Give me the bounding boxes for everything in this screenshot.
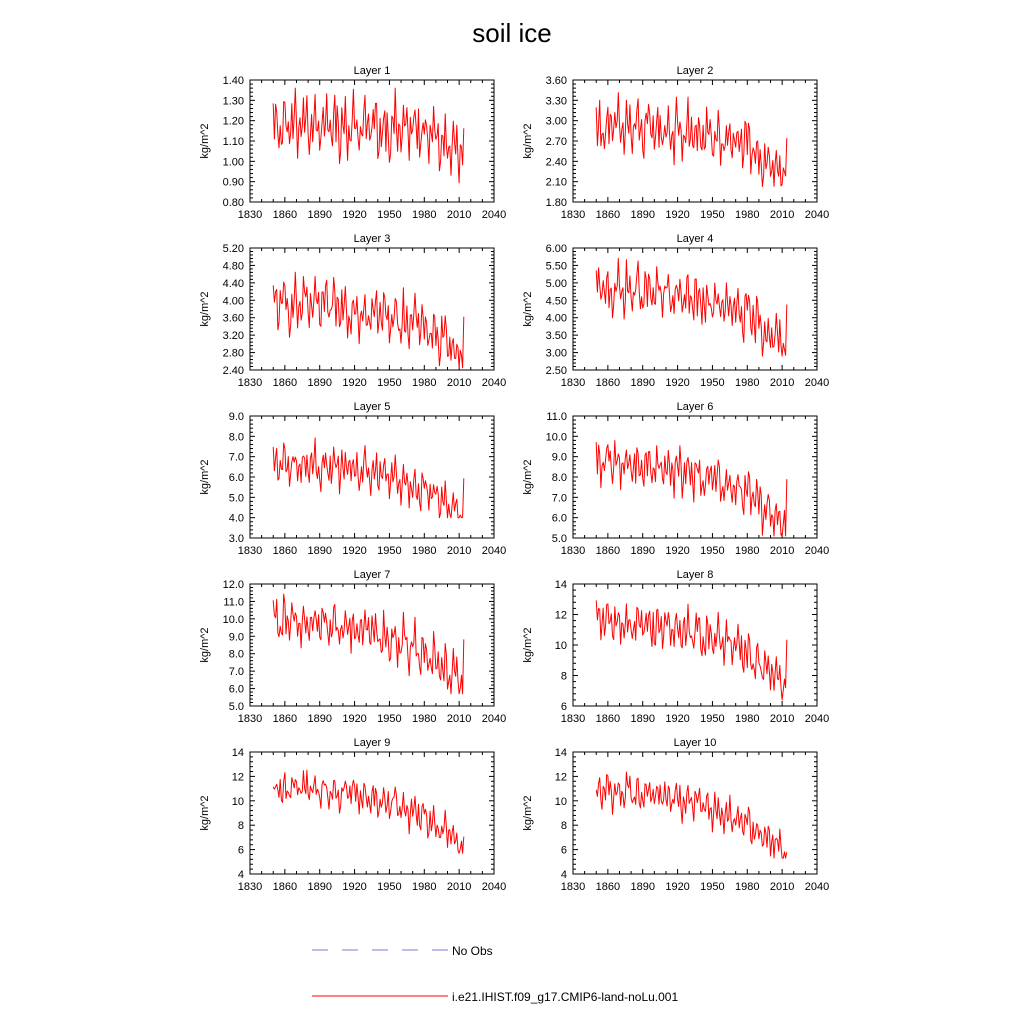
panel-layer-10 (522, 737, 829, 893)
x-tick-label: 1950 (377, 545, 402, 557)
x-tick-label: 1890 (307, 881, 332, 893)
y-tick-label: 3.60 (545, 75, 567, 87)
x-tick-label: 1830 (237, 377, 263, 389)
y-tick-label: 3.30 (545, 95, 567, 108)
series-line (596, 772, 787, 858)
x-tick-label: 2010 (769, 545, 795, 557)
y-axis-label: kg/m^2 (199, 627, 211, 663)
y-tick-label: 4.00 (545, 312, 567, 325)
x-tick-label: 1980 (735, 377, 760, 389)
y-tick-label: 4.50 (545, 295, 567, 308)
y-tick-label: 6 (560, 701, 567, 713)
y-tick-label: 9.0 (551, 451, 567, 464)
y-tick-label: 14 (554, 579, 567, 591)
y-axis-label: kg/m^2 (522, 627, 534, 663)
x-tick-label: 2010 (446, 545, 472, 557)
x-tick-label: 1950 (700, 377, 725, 389)
x-tick-label: 1860 (595, 209, 621, 221)
x-tick-label: 1890 (630, 377, 655, 389)
x-tick-label: 1860 (595, 881, 621, 893)
y-tick-label: 8 (560, 820, 567, 833)
x-tick-label: 2010 (446, 881, 472, 893)
y-tick-label: 5.50 (545, 260, 567, 273)
y-tick-label: 2.10 (545, 176, 567, 189)
x-tick-label: 2040 (804, 209, 830, 221)
panel-title: Layer 7 (353, 569, 391, 581)
x-tick-label: 1950 (377, 377, 402, 389)
x-tick-label: 1860 (272, 209, 298, 221)
panel-layer-7 (199, 569, 506, 725)
y-tick-label: 10 (554, 640, 567, 652)
x-tick-label: 1950 (700, 209, 725, 221)
x-tick-label: 1920 (665, 713, 690, 725)
x-tick-label: 2040 (481, 209, 507, 221)
y-tick-label: 8 (237, 820, 244, 833)
x-tick-label: 2010 (769, 209, 795, 221)
y-tick-label: 14 (554, 747, 567, 759)
panel-layer-8 (522, 569, 829, 725)
y-tick-label: 9.0 (228, 631, 244, 644)
series-line (596, 441, 787, 537)
y-tick-label: 3.60 (222, 312, 244, 325)
plot-frame (250, 752, 494, 874)
y-tick-label: 12 (231, 771, 244, 784)
x-tick-label: 2010 (446, 377, 472, 389)
legend-label-no-obs: No Obs (452, 944, 493, 958)
x-tick-label: 1830 (560, 881, 586, 893)
x-tick-label: 1980 (735, 209, 760, 221)
y-tick-label: 3.20 (222, 330, 244, 343)
x-tick-label: 2010 (446, 209, 472, 221)
x-tick-label: 1890 (307, 209, 332, 221)
x-tick-label: 1860 (595, 377, 621, 389)
series-line (273, 272, 464, 368)
y-tick-label: 4 (560, 869, 567, 881)
y-tick-label: 9.0 (228, 411, 244, 423)
series-line (596, 258, 787, 356)
x-tick-label: 1860 (272, 377, 298, 389)
x-tick-label: 1860 (272, 545, 298, 557)
y-tick-label: 7.0 (228, 451, 244, 464)
x-tick-label: 1860 (272, 881, 298, 893)
y-tick-label: 6.0 (551, 512, 567, 525)
x-tick-label: 2040 (481, 881, 507, 893)
x-tick-label: 1890 (630, 881, 655, 893)
x-tick-label: 2040 (804, 713, 830, 725)
y-tick-label: 1.10 (222, 136, 244, 148)
y-tick-label: 6.0 (228, 683, 244, 696)
x-tick-label: 1980 (412, 881, 437, 893)
x-tick-label: 1920 (665, 545, 690, 557)
x-tick-label: 1950 (700, 881, 725, 893)
y-tick-label: 7.0 (228, 666, 244, 679)
x-tick-label: 1890 (630, 545, 655, 557)
y-axis-label: kg/m^2 (522, 795, 534, 831)
y-axis-label: kg/m^2 (199, 123, 211, 159)
y-axis-label: kg/m^2 (522, 123, 534, 159)
y-tick-label: 6.00 (545, 243, 567, 255)
x-tick-label: 1950 (377, 209, 402, 221)
y-tick-label: 6 (237, 844, 244, 857)
y-tick-label: 3.0 (228, 533, 244, 545)
x-tick-label: 2010 (769, 713, 795, 725)
y-tick-label: 2.50 (545, 365, 567, 377)
x-tick-label: 1830 (560, 209, 586, 221)
x-tick-label: 1980 (735, 713, 760, 725)
legend-label-model: i.e21.IHIST.f09_g17.CMIP6-land-noLu.001 (452, 990, 679, 1004)
y-tick-label: 4.40 (222, 277, 244, 290)
series-line (273, 594, 464, 694)
series-line (596, 600, 787, 700)
y-tick-label: 2.40 (545, 156, 567, 169)
y-tick-label: 8.0 (228, 431, 244, 444)
x-tick-label: 2040 (481, 377, 507, 389)
y-tick-label: 14 (231, 747, 244, 759)
y-tick-label: 0.90 (222, 176, 244, 189)
panel-layer-4 (522, 233, 829, 389)
y-tick-label: 11.0 (546, 411, 567, 423)
y-axis-label: kg/m^2 (522, 291, 534, 327)
y-tick-label: 5.00 (545, 277, 567, 290)
series-line (273, 88, 464, 183)
y-tick-label: 12.0 (222, 579, 244, 591)
y-tick-label: 5.20 (222, 243, 244, 255)
y-tick-label: 1.40 (222, 75, 244, 87)
x-tick-label: 1980 (412, 209, 437, 221)
panel-title: Layer 3 (353, 233, 391, 245)
y-tick-label: 10 (554, 795, 567, 808)
panel-title: Layer 4 (676, 233, 714, 245)
panel-title: Layer 1 (353, 65, 391, 77)
panel-layer-3 (199, 233, 506, 389)
y-tick-label: 4.80 (222, 260, 244, 273)
x-tick-label: 1860 (595, 713, 621, 725)
x-tick-label: 1830 (560, 545, 586, 557)
panel-layer-5 (199, 401, 506, 557)
y-tick-label: 5.0 (228, 492, 244, 505)
y-tick-label: 10.0 (222, 613, 244, 626)
x-tick-label: 1920 (342, 881, 367, 893)
y-axis-label: kg/m^2 (199, 291, 211, 327)
x-tick-label: 1980 (412, 545, 437, 557)
x-tick-label: 1890 (630, 209, 655, 221)
y-tick-label: 10 (231, 795, 244, 808)
y-tick-label: 1.20 (222, 115, 244, 128)
panel-layer-2 (522, 65, 829, 221)
x-tick-label: 1830 (560, 377, 586, 389)
panels (199, 65, 829, 893)
plot-frame (573, 752, 817, 874)
panel-title: Layer 10 (673, 737, 717, 749)
x-tick-label: 1980 (735, 881, 760, 893)
x-tick-label: 1950 (700, 713, 725, 725)
y-tick-label: 12 (554, 771, 567, 784)
x-tick-label: 2040 (481, 545, 507, 557)
panel-title: Layer 5 (353, 401, 391, 413)
x-tick-label: 1830 (237, 545, 263, 557)
x-tick-label: 1830 (560, 713, 586, 725)
x-tick-label: 1920 (342, 713, 367, 725)
y-tick-label: 2.40 (222, 365, 244, 377)
y-tick-label: 8.0 (228, 648, 244, 661)
y-tick-label: 2.70 (545, 136, 567, 148)
plot-frame (573, 248, 817, 370)
x-tick-label: 1830 (237, 209, 263, 221)
y-tick-label: 1.30 (222, 95, 244, 108)
x-tick-label: 2010 (769, 881, 795, 893)
panel-title: Layer 8 (676, 569, 714, 581)
y-tick-label: 10.0 (545, 431, 567, 444)
y-axis-label: kg/m^2 (522, 459, 534, 495)
x-tick-label: 1920 (665, 881, 690, 893)
x-tick-label: 1830 (237, 881, 263, 893)
y-tick-label: 6.0 (228, 472, 244, 484)
y-tick-label: 2.80 (222, 347, 244, 360)
y-axis-label: kg/m^2 (199, 795, 211, 831)
y-tick-label: 1.80 (545, 197, 567, 209)
x-tick-label: 1950 (700, 545, 725, 557)
series-line (273, 770, 464, 853)
panel-title: Layer 6 (676, 401, 714, 413)
x-tick-label: 1920 (342, 209, 367, 221)
y-tick-label: 3.50 (545, 330, 567, 343)
y-tick-label: 3.00 (545, 115, 567, 128)
x-tick-label: 1920 (665, 209, 690, 221)
y-tick-label: 8.0 (551, 472, 567, 484)
y-tick-label: 5.0 (228, 701, 244, 713)
y-tick-label: 4.00 (222, 295, 244, 308)
x-tick-label: 1920 (342, 545, 367, 557)
y-tick-label: 3.00 (545, 347, 567, 360)
panel-layer-9 (199, 737, 506, 893)
x-tick-label: 1980 (412, 713, 437, 725)
x-tick-label: 1980 (412, 377, 437, 389)
x-tick-label: 1860 (595, 545, 621, 557)
x-tick-label: 1920 (665, 377, 690, 389)
y-tick-label: 8 (560, 670, 567, 683)
plot-frame (573, 584, 817, 706)
x-tick-label: 1920 (342, 377, 367, 389)
x-tick-label: 1890 (307, 713, 332, 725)
x-tick-label: 1830 (237, 713, 263, 725)
y-tick-label: 6 (560, 844, 567, 857)
x-tick-label: 1890 (630, 713, 655, 725)
y-tick-label: 5.0 (551, 533, 567, 545)
x-tick-label: 1950 (377, 881, 402, 893)
x-tick-label: 2010 (446, 713, 472, 725)
x-tick-label: 1980 (735, 545, 760, 557)
x-tick-label: 1890 (307, 377, 332, 389)
x-tick-label: 1950 (377, 713, 402, 725)
panel-title: Layer 9 (353, 737, 391, 749)
panel-layer-1 (199, 65, 506, 221)
y-axis-label: kg/m^2 (199, 459, 211, 495)
x-tick-label: 2040 (804, 545, 830, 557)
series-line (596, 93, 787, 187)
legend (312, 944, 678, 1004)
panel-layer-6 (522, 401, 829, 557)
y-tick-label: 11.0 (223, 596, 244, 609)
x-tick-label: 2010 (769, 377, 795, 389)
y-tick-label: 7.0 (551, 492, 567, 505)
series-line (273, 438, 464, 518)
x-tick-label: 1860 (272, 713, 298, 725)
y-tick-label: 1.00 (222, 156, 244, 169)
y-tick-label: 4 (237, 869, 244, 881)
figure-title: soil ice (472, 18, 552, 48)
panel-title: Layer 2 (676, 65, 714, 77)
y-tick-label: 4.0 (228, 512, 244, 525)
plot-frame (250, 584, 494, 706)
x-tick-label: 2040 (804, 377, 830, 389)
y-tick-label: 0.80 (222, 197, 244, 209)
x-tick-label: 1890 (307, 545, 332, 557)
x-tick-label: 2040 (481, 713, 507, 725)
x-tick-label: 2040 (804, 881, 830, 893)
y-tick-label: 12 (554, 609, 567, 622)
